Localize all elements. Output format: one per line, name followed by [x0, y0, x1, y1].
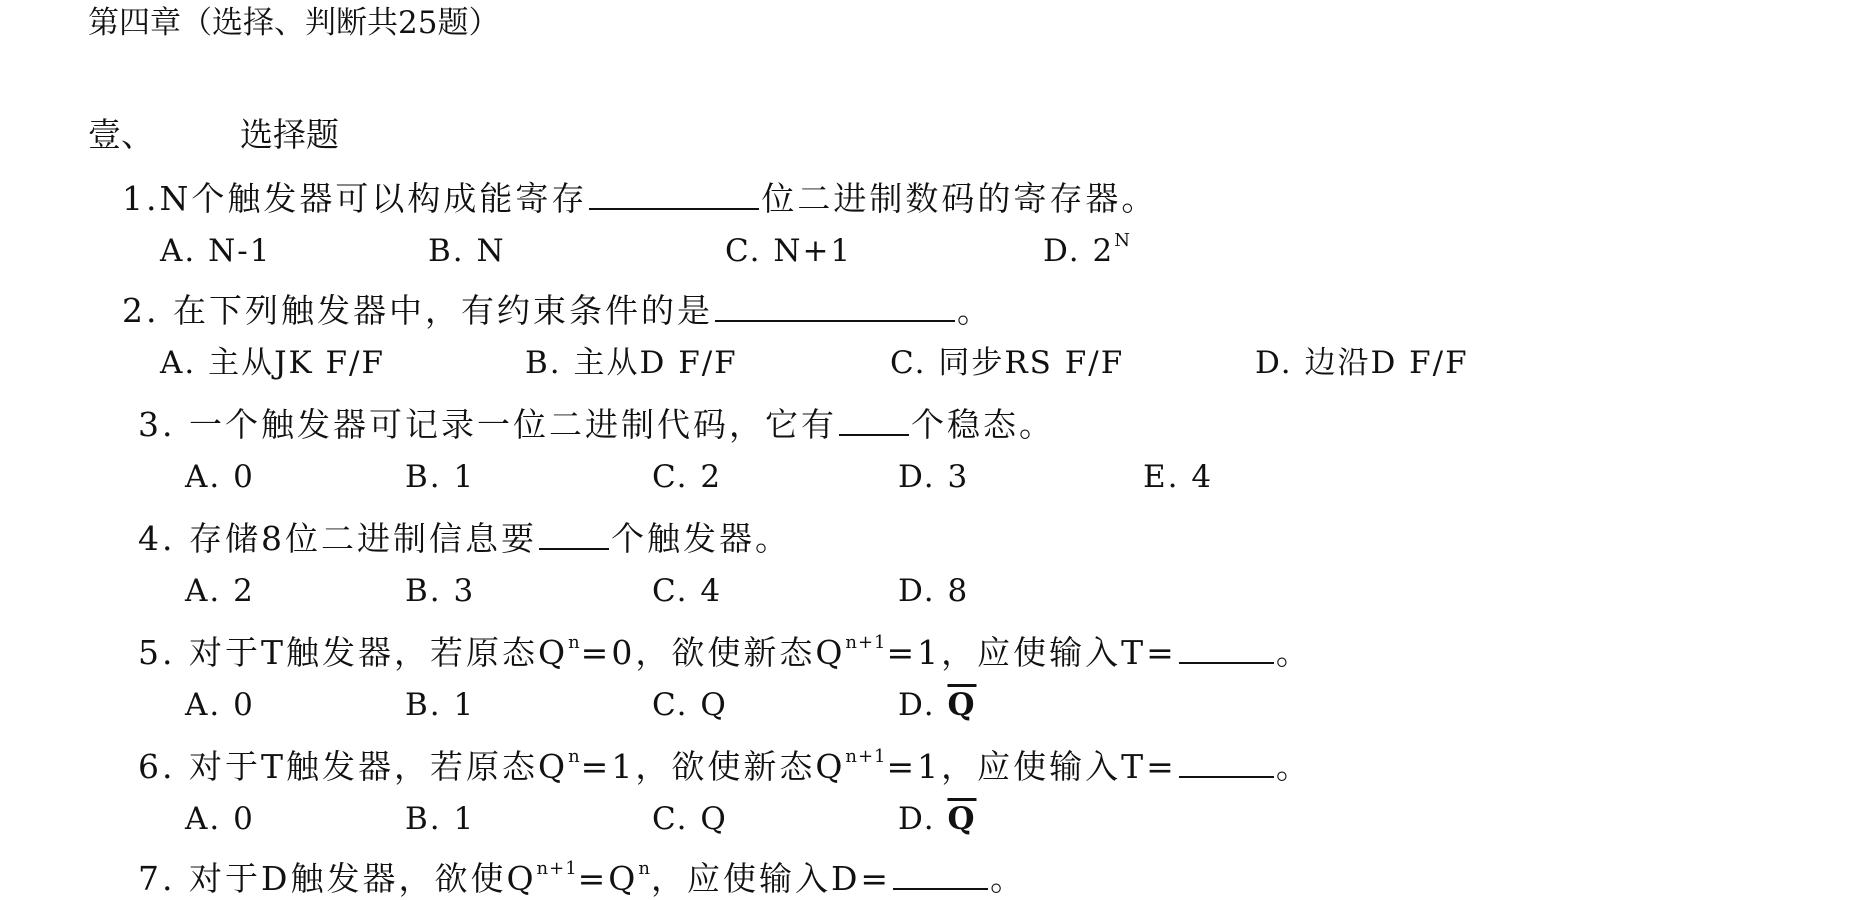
question-text: 对于T触发器，若原态Q [189, 747, 569, 786]
option-b: B. 3 [405, 573, 476, 609]
option-a: A. N-1 [160, 233, 272, 269]
option-a: A. 2 [185, 573, 255, 609]
question-text: ，应使输入D= [650, 859, 892, 898]
question-text: 。 [1275, 747, 1312, 786]
option-a: A. 0 [185, 801, 255, 837]
question-3 [138, 404, 1055, 444]
option-a: A. 0 [185, 459, 255, 495]
option-c: C. 4 [652, 573, 723, 609]
section-heading [88, 115, 339, 154]
question-number: 6. [138, 747, 176, 786]
answer-blank [1179, 746, 1274, 778]
option-a: A. 0 [185, 687, 255, 723]
question-number: 3. [138, 405, 176, 444]
option-d: D. 3 [898, 459, 970, 495]
question-text: 存储8位二进制信息要 [189, 519, 537, 558]
answer-blank [715, 290, 955, 322]
question-2 [122, 290, 993, 330]
option-c: C. 同步RS F/F [890, 345, 1125, 381]
option-b: B. 主从D F/F [525, 345, 738, 381]
question-number: 1. [122, 179, 160, 218]
section-number: 壹、 [88, 115, 154, 154]
option-e: E. 4 [1143, 459, 1214, 495]
question-text: 一个触发器可记录一位二进制代码，它有 [189, 405, 837, 444]
question-number: 2. [122, 291, 160, 330]
option-b: B. 1 [405, 459, 476, 495]
question-text: =Q [577, 859, 639, 898]
question-7: 7. 对于D触发器，欲使$Q^{n+1}=Q^n$，应使输入D= 。 [138, 858, 1027, 898]
question-number: 5. [138, 633, 176, 672]
option-c: C. 2 [652, 459, 723, 495]
option-a: A. 主从JK F/F [160, 345, 385, 381]
question-text: N个触发器可以构成能寄存 [159, 179, 588, 218]
option-d: D. $2^N$ [1043, 229, 1131, 269]
q-bar-symbol: $\overline{Q}$ [947, 801, 977, 837]
question-1 [122, 178, 1158, 218]
option-b: B. N [428, 233, 506, 269]
answer-blank [539, 518, 609, 550]
question-text: =0，欲使新态Q [580, 633, 846, 672]
answer-blank [1179, 632, 1274, 664]
question-text: 。 [957, 291, 993, 330]
question-text: 。 [990, 859, 1027, 898]
option-d: D. 边沿D F/F [1255, 345, 1469, 381]
option-b: B. 1 [405, 801, 476, 837]
option-c: C. Q [652, 687, 728, 723]
answer-blank [839, 404, 909, 436]
option-b: B. 1 [405, 687, 476, 723]
option-c: C. N+1 [725, 233, 853, 269]
q-bar-symbol: $\overline{Q}$ [947, 687, 977, 723]
question-text: =1，应使输入T= [886, 633, 1177, 672]
chapter-title: 第四章（选择、判断共25题） [88, 5, 500, 41]
question-4 [138, 518, 791, 558]
option-d: D. $\overline{Q}$ [898, 687, 977, 723]
question-number: 4. [138, 519, 176, 558]
question-text: 对于D触发器，欲使Q [189, 859, 537, 898]
answer-blank [893, 858, 988, 890]
question-number: 7. [138, 859, 176, 898]
question-5: 5. 对于T触发器，若原态$Q^n=0$，欲使新态$Q^{n+1}=1$，应使输入T= 。 [138, 632, 1312, 672]
question-text: 个稳态。 [911, 405, 1055, 444]
question-text: =1，应使输入T= [886, 747, 1177, 786]
question-text: 位二进制数码的寄存器。 [761, 179, 1158, 218]
section-title: 选择题 [240, 115, 339, 154]
question-text: 在下列触发器中，有约束条件的是 [173, 291, 713, 330]
question-6: 6. 对于T触发器，若原态$Q^n=1$，欲使新态$Q^{n+1}=1$，应使输入T= 。 [138, 746, 1312, 786]
option-c: C. Q [652, 801, 728, 837]
option-d: D. 8 [898, 573, 970, 609]
option-d: D. $\overline{Q}$ [898, 801, 977, 837]
question-text: 个触发器。 [611, 519, 791, 558]
question-text: 对于T触发器，若原态Q [189, 633, 569, 672]
question-text: 。 [1275, 633, 1312, 672]
question-text: =1，欲使新态Q [580, 747, 846, 786]
answer-blank [589, 178, 759, 210]
